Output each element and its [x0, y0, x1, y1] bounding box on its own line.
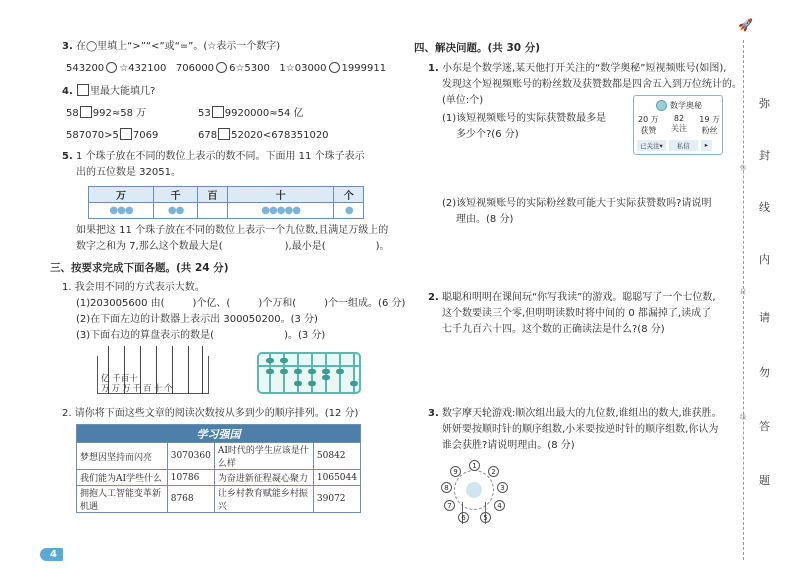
question-4: [62, 84, 155, 99]
more-button[interactable]: ▸: [701, 140, 712, 151]
place-header: 万: [89, 187, 154, 203]
follow-part: 数字之和为 7,那么这个数最大是(: [76, 241, 223, 252]
question-number: 4.: [62, 86, 73, 97]
question-3: [62, 40, 280, 54]
sub-text: )个一组成。(6 分): [324, 298, 406, 309]
compare-value: 706000: [175, 63, 215, 74]
sub-text: (1)203005600 由(: [76, 298, 165, 309]
stat-label: 粉丝: [701, 126, 718, 135]
article-title: 让乡村教育赋能乡村振兴: [214, 486, 313, 513]
sub-text: (3)下面右边的算盘表示的数是(: [76, 330, 215, 341]
problem-text: 这个数要读三个零,但明明读数时将中间的 0 都漏掉了,读成了: [442, 308, 712, 319]
counter-label: 个: [164, 384, 175, 394]
avatar: [656, 100, 667, 111]
seal-char: 答: [759, 420, 770, 433]
wheel-number: 5: [480, 512, 491, 523]
place-header: 十: [227, 187, 334, 203]
read-count: 50842: [313, 443, 360, 470]
table-row: [77, 443, 361, 470]
abacus-bead: [294, 369, 302, 374]
problem-text: 多少个?(6 分): [456, 129, 519, 140]
bead-cell: ●●: [154, 203, 198, 219]
question-text: 1 个珠子放在不同的数位上表示的数不同。下面用 11 个珠子表示: [75, 151, 365, 162]
counter-label: 亿: [101, 374, 110, 384]
fill-value: 52020<678351020: [231, 130, 329, 141]
counter-label: 千: [112, 374, 121, 384]
abacus-bead: [266, 358, 274, 363]
seal-small: 线: [740, 414, 747, 421]
sub-text: )个万和(: [258, 298, 297, 309]
stat-label: 关注: [671, 124, 687, 133]
answer-box[interactable]: [77, 84, 89, 96]
problem-text: 小东是个数学迷,某天他打开关注的“数学奥秘”短视频账号(如图),: [441, 63, 727, 74]
account-name: 数学奥秘: [670, 101, 702, 110]
read-count: 10786: [167, 470, 214, 486]
answer-circle[interactable]: [216, 62, 227, 73]
counter-label: 千: [132, 384, 144, 394]
question-text: 在◯里填上“>”“<”或“=”。(☆表示一个数字): [75, 41, 281, 52]
wheel-number: 1: [469, 460, 480, 471]
bead-cell: ●●●: [89, 203, 154, 219]
question-5: [62, 150, 365, 164]
table-row: [77, 486, 361, 513]
fill-row: [66, 106, 146, 121]
stat-label: 获赞: [640, 126, 657, 135]
table-row: [77, 470, 361, 486]
fill-value: 9920000≈54 亿: [224, 108, 304, 119]
problem-text: 数字摩天轮游戏:顺次组出最大的九位数,谁组出的数大,谁获胜。: [441, 408, 722, 419]
seal-line: [743, 40, 744, 560]
stat: [671, 114, 687, 136]
seal-char: 勿: [759, 366, 770, 379]
follow-text: 如果把这 11 个珠子放在不同的数位上表示一个九位数,且满足万级上的: [76, 225, 389, 236]
bead-cell: [198, 203, 228, 219]
problem-text: (2)该短视频账号的实际粉丝数可能大于实际获赞数吗?请说明: [442, 198, 712, 209]
counter-rod[interactable]: [188, 346, 189, 394]
fill-row: [198, 128, 329, 143]
counter-label: 百: [120, 374, 130, 384]
question-text: 里最大能填几?: [89, 86, 156, 97]
read-count: 1065044: [313, 470, 360, 486]
question-number: 1.: [428, 63, 439, 74]
wheel-number: 9: [450, 466, 461, 477]
wheel-number: 8: [441, 482, 452, 493]
abacus-bead: [280, 369, 288, 374]
read-count: 3070360: [167, 443, 214, 470]
wheel-number: 7: [444, 500, 455, 511]
answer-box[interactable]: [212, 106, 224, 118]
counter-label-bottom: [101, 382, 175, 394]
question-2-title: 2. 请你将下面这些文章的阅读次数按从多到少的顺序排列。(12 分): [62, 408, 359, 419]
compare-value: 1☆03000: [279, 63, 327, 74]
problem-text: 谁会获胜?请说明理由。(8 分): [442, 440, 575, 451]
seal-char: 请: [759, 311, 770, 324]
fill-row: [198, 106, 304, 121]
counter-label: 十: [153, 384, 165, 394]
counter-label: 万: [101, 384, 112, 394]
question-number: 2.: [428, 292, 439, 303]
section-title: 四、解决问题。(共 30 分): [414, 42, 541, 54]
question-1-title: 1. 我会用不同的方式表示大数。: [62, 282, 205, 293]
answer-circle[interactable]: [329, 62, 340, 73]
rocket-icon: 🚀: [738, 18, 753, 32]
problem-text: 聪聪和明明在课间玩“你写我读”的游戏。聪聪写了一个七位数,: [441, 292, 716, 303]
stats-row: [638, 114, 720, 136]
read-count: 8768: [167, 486, 214, 513]
fill-row: [66, 128, 158, 143]
fill-value: 587070>5: [66, 130, 119, 141]
seal-small: 封: [740, 289, 747, 296]
counter-label: 万: [122, 384, 133, 394]
ferris-wheel: [440, 458, 510, 530]
compare-value: ☆432100: [119, 63, 167, 74]
follow-button[interactable]: 已关注▾: [637, 140, 666, 151]
problem-text: (单位:个): [442, 95, 484, 106]
follow-part: )。: [375, 241, 390, 252]
problem-text: 发现这个短视频账号的粉丝数及获赞数都是四舍五入到万位统计的。: [442, 79, 742, 90]
bead-cell: ●: [334, 203, 364, 219]
compare-value: 543200: [66, 63, 105, 74]
seal-small: 弥: [740, 165, 747, 172]
abacus-bead: [322, 369, 330, 374]
card-buttons: [637, 140, 721, 151]
article-title: 为奋进新征程凝心聚力: [214, 470, 313, 486]
message-button[interactable]: 私信: [669, 140, 698, 151]
wheel-number: 6: [458, 512, 469, 523]
answer-circle[interactable]: [106, 62, 117, 73]
question-number: 3.: [428, 408, 439, 419]
wheel-hub: [466, 482, 482, 498]
compare-value: 6☆5300: [229, 63, 270, 74]
seal-char: 弥: [759, 97, 770, 110]
fill-value: 58: [66, 108, 79, 119]
abacus-bead: [350, 381, 358, 386]
page-number: 4: [40, 548, 63, 561]
counter-rod[interactable]: [202, 346, 203, 394]
section-title: 三、按要求完成下面各题。(共 24 分): [50, 262, 229, 274]
follow-part: ),最小是(: [284, 241, 326, 252]
article-title: 拥抱人工智能变革新机遇: [77, 486, 168, 513]
article-table: [76, 424, 361, 513]
stat: [638, 114, 659, 136]
sub-text: )个亿、(: [192, 298, 231, 309]
fill-value: 678: [198, 130, 218, 141]
abacus-bead: [294, 381, 302, 386]
answer-box[interactable]: [80, 106, 92, 118]
seal-char: 题: [759, 474, 770, 487]
problem-3: [428, 407, 722, 421]
stat-value: 19 万: [699, 115, 720, 124]
fill-value: 53: [198, 108, 211, 119]
abacus-bead: [308, 369, 316, 374]
answer-box[interactable]: [218, 128, 230, 140]
fill-value: 7069: [132, 130, 159, 141]
abacus-bead: [322, 375, 330, 380]
abacus-bead: [266, 369, 274, 374]
problem-1: [428, 62, 726, 76]
sub-text: )。(3 分): [284, 330, 326, 341]
problem-2: [428, 291, 716, 305]
bead-table: [88, 186, 364, 219]
wheel-number: 4: [494, 500, 505, 511]
abacus-bead: [308, 381, 316, 386]
counter-label: 十: [129, 374, 138, 384]
abacus-bead: [280, 358, 288, 363]
sub-question-2: (2)在下面左边的计数器上表示出 300050200。(3 分): [76, 314, 318, 325]
stat-value: 20 万: [638, 115, 659, 124]
compare-row: [66, 62, 386, 76]
read-count: 39072: [313, 486, 360, 513]
question-number: 5.: [62, 151, 73, 162]
seal-char: 内: [759, 253, 770, 266]
bead-cell: ●●●●●: [227, 203, 334, 219]
seal-char: 封: [759, 149, 770, 162]
answer-box[interactable]: [120, 128, 132, 140]
article-title: 梦想因坚持而闪亮: [77, 443, 168, 470]
abacus: [257, 352, 361, 394]
counter-label: 万: [111, 384, 123, 394]
place-header: 个: [334, 187, 364, 203]
stat-value: 82: [673, 114, 685, 123]
place-header: 百: [198, 187, 228, 203]
abacus-bead: [336, 369, 344, 374]
problem-text: 七千九百六十四。这个数的正确读法是什么?(8 分): [442, 324, 665, 335]
table-title: 学习强国: [77, 425, 361, 443]
question-number: 3.: [62, 41, 73, 52]
question-text-cont: 出的五位数是 32051。: [76, 167, 181, 178]
abacus-beam: [259, 365, 359, 367]
seal-char: 线: [759, 201, 770, 214]
wheel-number: 3: [497, 482, 508, 493]
counter-label: 百: [143, 384, 154, 394]
abacus-rod: [353, 354, 355, 392]
account-card: [633, 95, 723, 155]
article-title: 我们能为AI学些什么: [77, 470, 168, 486]
sub-question-3: [76, 329, 325, 343]
sub-question-1: [76, 297, 405, 311]
compare-value: 1999911: [341, 63, 387, 74]
article-title: AI时代的学生应该是什么样: [214, 443, 313, 470]
fill-value: 992≈58 万: [92, 108, 147, 119]
problem-text: 理由。(8 分): [456, 214, 514, 225]
problem-text: (1)该短视频账号的实际获赞数最多是: [442, 113, 607, 124]
stat: [699, 114, 720, 136]
place-header: 千: [154, 187, 198, 203]
problem-text: 妍妍要按顺时针的顺序组数,小米要按逆时针的顺序组数,你认为: [442, 424, 719, 435]
wheel-number: 2: [488, 466, 499, 477]
follow-text-2: [76, 240, 390, 254]
